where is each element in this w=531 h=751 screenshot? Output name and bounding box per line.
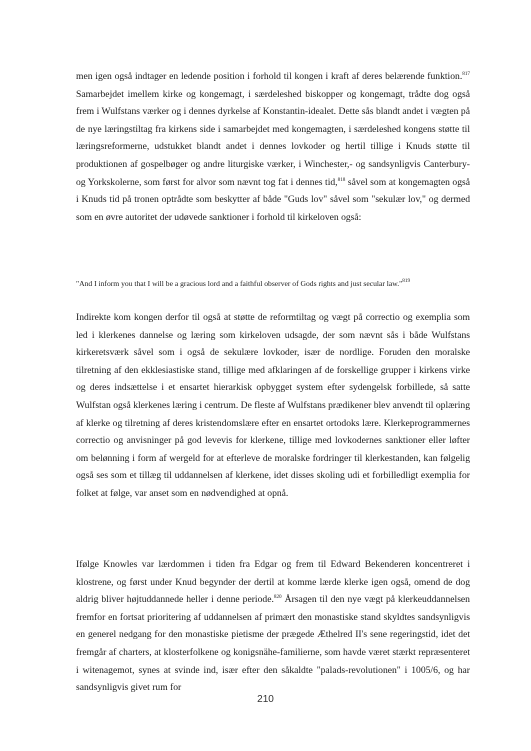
paragraph-3-text-a: Ifølge Knowles var lærdommen i tiden fra Edgar og frem til Edward Bekenderen koncentreret i klostrene, og først under Knud begynder der dertil at komme lærde klerke igen også, omend de dog aldrig bliver højtuddannede heller i denne periode. <box>76 559 470 606</box>
paragraph-1-text-a: men igen også indtager en ledende position i forhold til kongen i kraft af deres belærende funktion. <box>76 71 463 82</box>
footnote-ref-819[interactable]: 819 <box>402 278 411 284</box>
footnote-ref-818[interactable]: 818 <box>337 176 346 183</box>
paragraph-3-text-b: Årsagen til den nye vægt på klerkeuddannelsen fremfor en fortsat prioritering af uddannelsen af primært den monastiske stand skyldtes sandsynligvis en generel nedgang for den monastiske pietisme der prægede Æthelred II's sene regeringstid, idet det fremgår af charters, at klosterfolkene og konigsnähe-familierne, som havde været stærkt repræsenteret i witenagemot, synes at svinde ind, især efter den såkaldte "palads-revolutionen" i 1005/6, og har sandsynligvis givet rum for <box>76 594 470 694</box>
paragraph-2-text: Indirekte kom kongen derfor til også at støtte de reformtiltag og vægt på correctio og exemplia som led i klerkenes dannelse og læring som kirkeloven udsagde, der som nævnt sås i både Wulfstans kirkeretsværk såvel som i også de sekulære lovkoder, især de nordlige. Foruden den moralske tilretning af den ekklesiastiske stand, tillige med afklaringen af de forskellige grupper i kirkens virke og deres indsættelse i et ensartet hierarkisk opbygget system efter sydengelsk forbillede, så satte Wulfstan også klerkenes læring i centrum. De fleste af Wulfstans prædikener blev anvendt til oplæring af klerke og tilretning af deres kristendomslære efter en ensartet ortodoks lære. Klerkeprogrammernes correctio og anvisninger på god levevis for klerkene, tillige med lovkodernes sanktioner eller løfter om belønning i form af wergeld for at efterleve de moralske fordringer til klerkestanden, kan følgelig også ses som et tillæg til uddannelsen af klerkene, idet disses skoling udi et forbilledligt exemplia for folket at følge, var anset som en nødvendighed at opnå. <box>76 312 470 499</box>
paragraph-1-text-c: såvel som at kongemagten også i Knuds tid på tronen optrådte som beskytter af både "Guds lov" såvel som "sekulær lov," og dermed som en øvre autoritet der udøvede sanktioner i forhold til kirkeloven også: <box>76 176 471 223</box>
body-paragraph-1 <box>76 68 470 226</box>
paragraph-1-text-b: Samarbejdet imellem kirke og kongemagt, i særdeleshed biskopper og kongemagt, trådte dog også frem i Wulfstans værker og i dennes dyrkelse af Konstantin-idealet. Dette sås blandt andet i vægten på de nye læringstiltag fra kirkens side i samarbejdet med kongemagten, i særdeleshed kongens støtte til læringsreformerne, udstukket blandt andet i dennes lovkoder og hertil tillige i Knuds støtte til produktionen af gospelbøger og andre liturgiske værker, i Winchester,- og sandsynligvis Canterbury- og Yorkskolerne, som først for alvor som nævnt tog fat i dennes tid, <box>76 88 470 188</box>
body-paragraph-2 <box>76 309 470 503</box>
footnote-ref-820[interactable]: 820 <box>273 594 282 601</box>
page-number: 210 <box>257 694 274 705</box>
quote-text: "And I inform you that I will be a gracious lord and a faithful observer of Gods rights and just secular law." <box>76 279 403 288</box>
footnote-ref-817[interactable]: 817 <box>462 71 470 77</box>
body-paragraph-3 <box>76 556 470 697</box>
block-quote <box>76 278 470 289</box>
